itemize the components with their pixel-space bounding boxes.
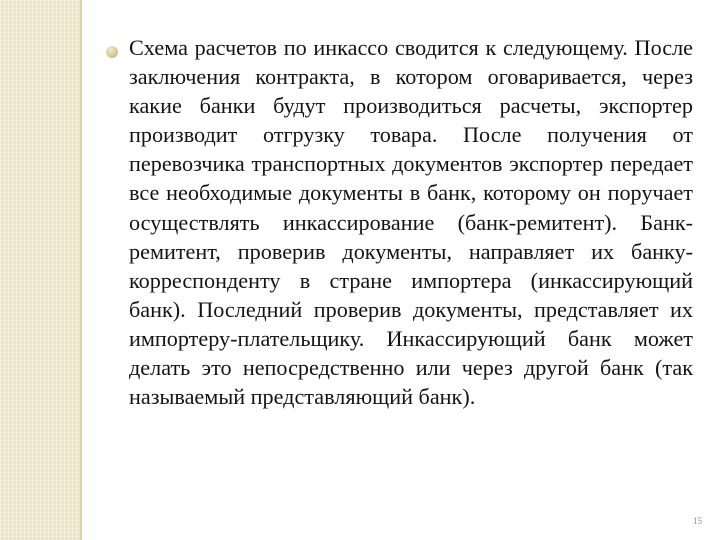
decorative-side-band bbox=[0, 0, 80, 540]
bullet-icon bbox=[106, 46, 118, 58]
slide-content bbox=[129, 33, 693, 411]
body-paragraph: Схема расчетов по инкассо сводится к следующему. После заключения контракта, в котором оговаривается, через какие банки будут производиться расчеты, экспортер производит отгрузку товара. После получения от перевозчика транспортных документов экспортер передает все необходимые документы в банк, которому он поручает осуществлять инкассирование (банк-ремитент). Банк-ремитент, проверив документы, направляет их банку-корреспонденту в стране импортера (инкассирующий банк). Последний проверив документы, представляет их импортеру-плательщику. Инкассирующий банк может делать это непосредственно или через другой банк (так называемый представляющий банк). bbox=[129, 35, 693, 410]
side-band-divider bbox=[80, 0, 82, 540]
page-number: 15 bbox=[693, 516, 702, 526]
